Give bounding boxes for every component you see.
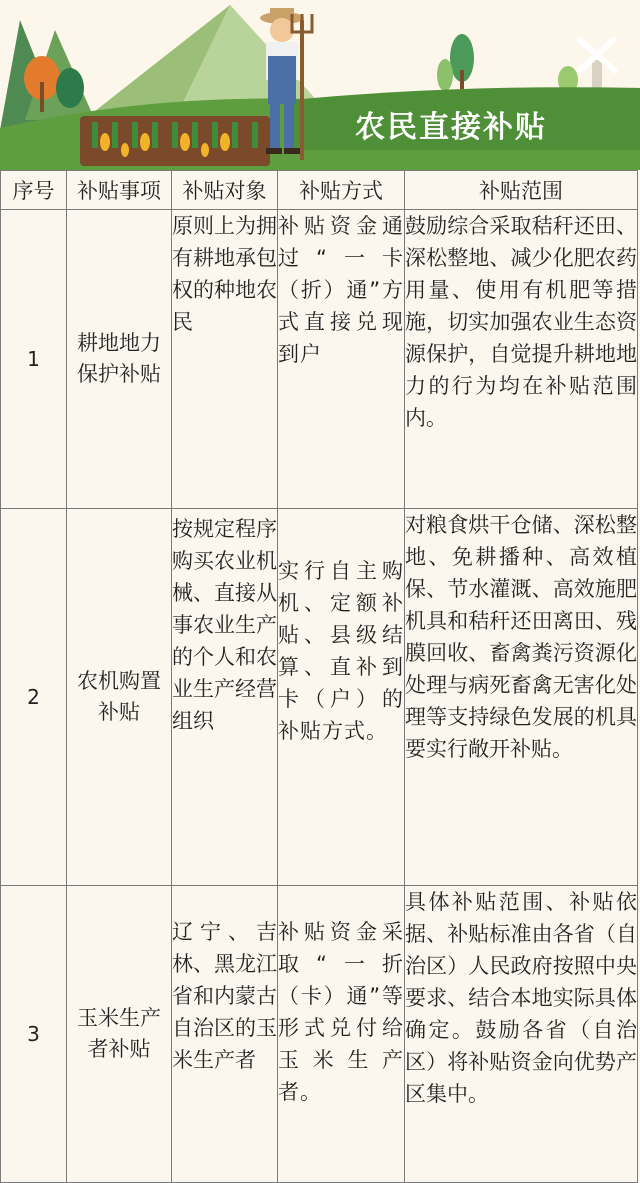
header-number: 序号 [1,171,67,210]
row-scope: 具体补贴范围、补贴依据、补贴标准由各省（自治区）人民政府按照中央要求、结合本地实际具体确定。鼓励各省（自治区）将补贴资金向优势产区集中。 [405,886,638,1183]
table-row [1,509,638,886]
table-header-row [1,171,638,210]
banner-title: 农民直接补贴 [355,110,547,145]
row-scope: 鼓励综合采取秸秆还田、深松整地、减少化肥农药用量、使用有机肥等措施，切实加强农业生态资源保护，自觉提升耕地地力的行为均在补贴范围内。 [405,210,638,509]
row-item: 耕地地力保护补贴 [67,210,172,509]
row-method: 补贴资金采取“一折（卡）通”等形式兑付给玉米生产者。 [278,886,405,1183]
row-item: 农机购置补贴 [67,509,172,886]
row-target: 按规定程序购买农业机械、直接从事农业生产的个人和农业生产经营组织 [172,509,278,886]
row-item: 玉米生产者补贴 [67,886,172,1183]
row-method: 补贴资金通过“一卡（折）通”方式直接兑现到户 [278,210,405,509]
subsidy-table [0,170,638,1183]
row-number: 2 [1,509,67,886]
row-scope: 对粮食烘干仓储、深松整地、免耕播种、高效植保、节水灌溉、高效施肥机具和秸秆还田离田、残膜回收、畜禽粪污资源化处理与病死畜禽无害化处理等支持绿色发展的机具要实行敞开补贴。 [405,509,638,886]
row-number: 3 [1,886,67,1183]
row-target: 原则上为拥有耕地承包权的种地农民 [172,210,278,509]
table-row [1,886,638,1183]
header-method: 补贴方式 [278,171,405,210]
row-target: 辽宁、吉林、黑龙江省和内蒙古自治区的玉米生产者 [172,886,278,1183]
header-banner [0,0,640,170]
header-target: 补贴对象 [172,171,278,210]
table-row [1,210,638,509]
header-scope: 补贴范围 [405,171,638,210]
row-method: 实行自主购机、定额补贴、县级结算、直补到卡（户）的补贴方式。 [278,509,405,886]
row-number: 1 [1,210,67,509]
header-item: 补贴事项 [67,171,172,210]
